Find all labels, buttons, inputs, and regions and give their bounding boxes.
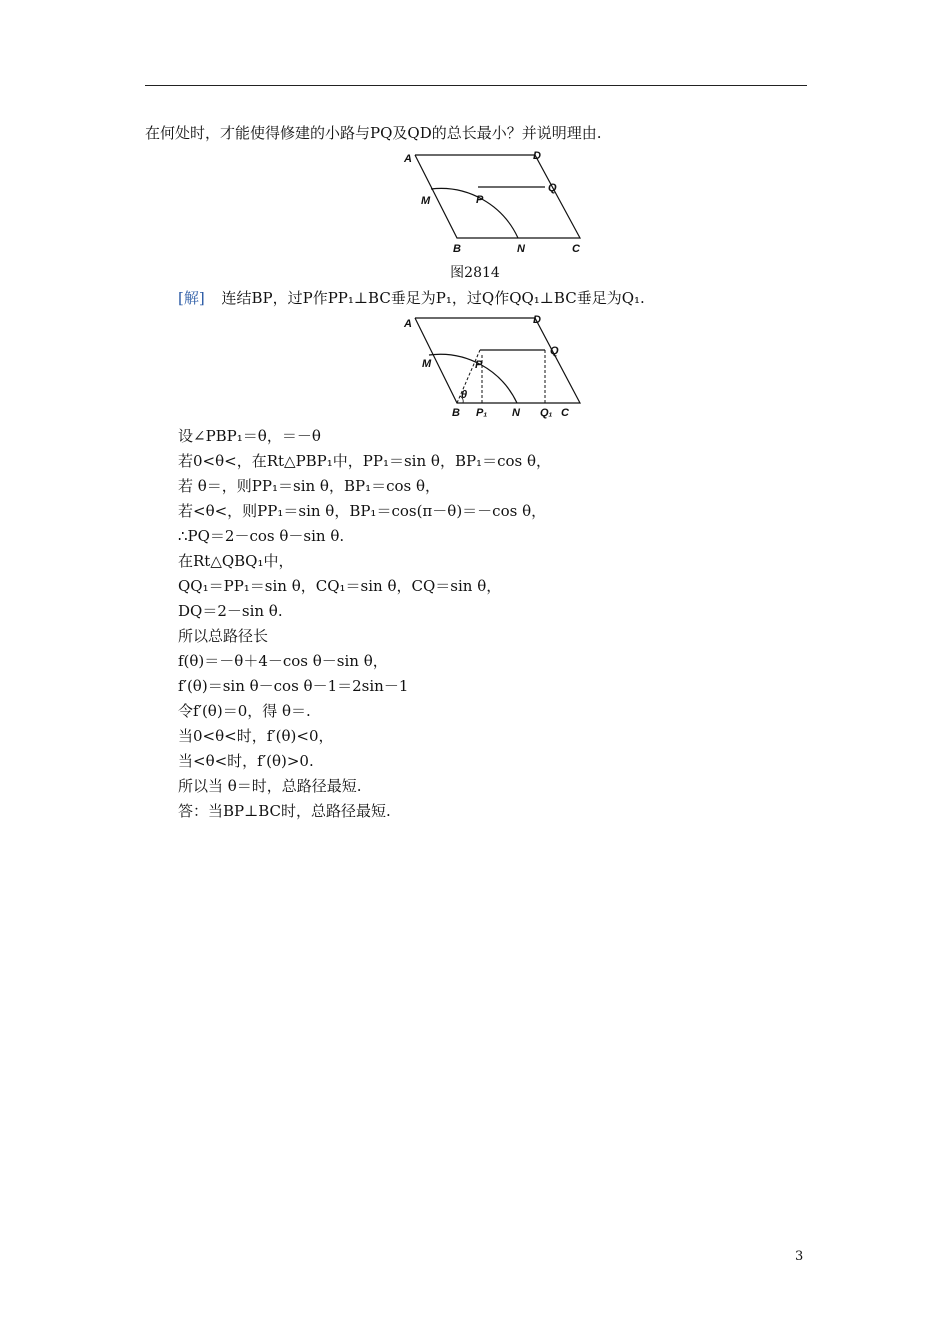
- header-rule: [145, 85, 807, 86]
- label-Q1: Q₁: [540, 407, 553, 419]
- solution-tag: [解]: [178, 289, 205, 307]
- solution-line: 若 θ＝，则PP₁＝sin θ，BP₁＝cos θ，: [178, 477, 441, 495]
- label-P1: P₁: [476, 407, 488, 419]
- solution-line: ∴PQ＝2－cos θ－sin θ.: [178, 527, 345, 545]
- figure-2814: [395, 145, 595, 264]
- label-theta: θ: [461, 389, 468, 401]
- figure-solution-diagram: [395, 310, 595, 425]
- label-B: B: [453, 243, 461, 255]
- figure-solution: [395, 310, 595, 429]
- label-B: B: [452, 407, 460, 419]
- label-C: C: [572, 243, 580, 255]
- solution-line: 当<θ<时，f′(θ)>0.: [178, 752, 314, 770]
- label-A: A: [404, 318, 412, 330]
- label-N: N: [512, 407, 520, 419]
- label-Q: Q: [548, 182, 557, 194]
- problem-intro: 在何处时，才能使得修建的小路与PQ及QD的总长最小？并说明理由.: [145, 124, 602, 142]
- label-M: M: [421, 195, 431, 207]
- label-P: P: [475, 359, 483, 371]
- solution-line: f(θ)＝－θ＋4－cos θ－sin θ，: [178, 652, 388, 670]
- solution-line: 答：当BP⊥BC时，总路径最短.: [178, 802, 391, 820]
- solution-line: 若0<θ<，在Rt△PBP₁中，PP₁＝sin θ，BP₁＝cos θ，: [178, 452, 552, 470]
- solution-line: DQ＝2－sin θ.: [178, 602, 283, 620]
- solution-first-line: [178, 288, 645, 308]
- label-P: P: [476, 194, 484, 206]
- solution-line: 当0<θ<时，f′(θ)<0，: [178, 727, 334, 745]
- label-A: A: [404, 153, 412, 165]
- solution-line: 若<θ<，则PP₁＝sin θ，BP₁＝cos(π－θ)＝－cos θ，: [178, 502, 547, 520]
- label-N: N: [517, 243, 525, 255]
- label-D: D: [533, 150, 541, 162]
- solution-line: 所以总路径长: [178, 627, 269, 645]
- solution-line: 所以当 θ＝时，总路径最短.: [178, 777, 362, 795]
- figure-caption: 图2814: [450, 265, 500, 281]
- label-D: D: [533, 314, 541, 326]
- label-Q: Q: [550, 345, 559, 357]
- page-number: 3: [795, 1249, 804, 1264]
- solution-text: 连结BP，过P作PP₁⊥BC垂足为P₁，过Q作QQ₁⊥BC垂足为Q₁.: [221, 289, 645, 307]
- solution-line: 设∠PBP₁＝θ，＝－θ: [178, 427, 321, 445]
- label-M: M: [422, 358, 432, 370]
- label-C: C: [561, 407, 569, 419]
- solution-line: f′(θ)＝sin θ－cos θ－1＝2sin－1: [178, 677, 409, 695]
- solution-line: QQ₁＝PP₁＝sin θ，CQ₁＝sin θ，CQ＝sin θ，: [178, 577, 502, 595]
- solution-line: 在Rt△QBQ₁中，: [178, 552, 294, 570]
- solution-line: 令f′(θ)＝0，得 θ＝.: [178, 702, 311, 720]
- figure-2814-diagram: [395, 145, 595, 260]
